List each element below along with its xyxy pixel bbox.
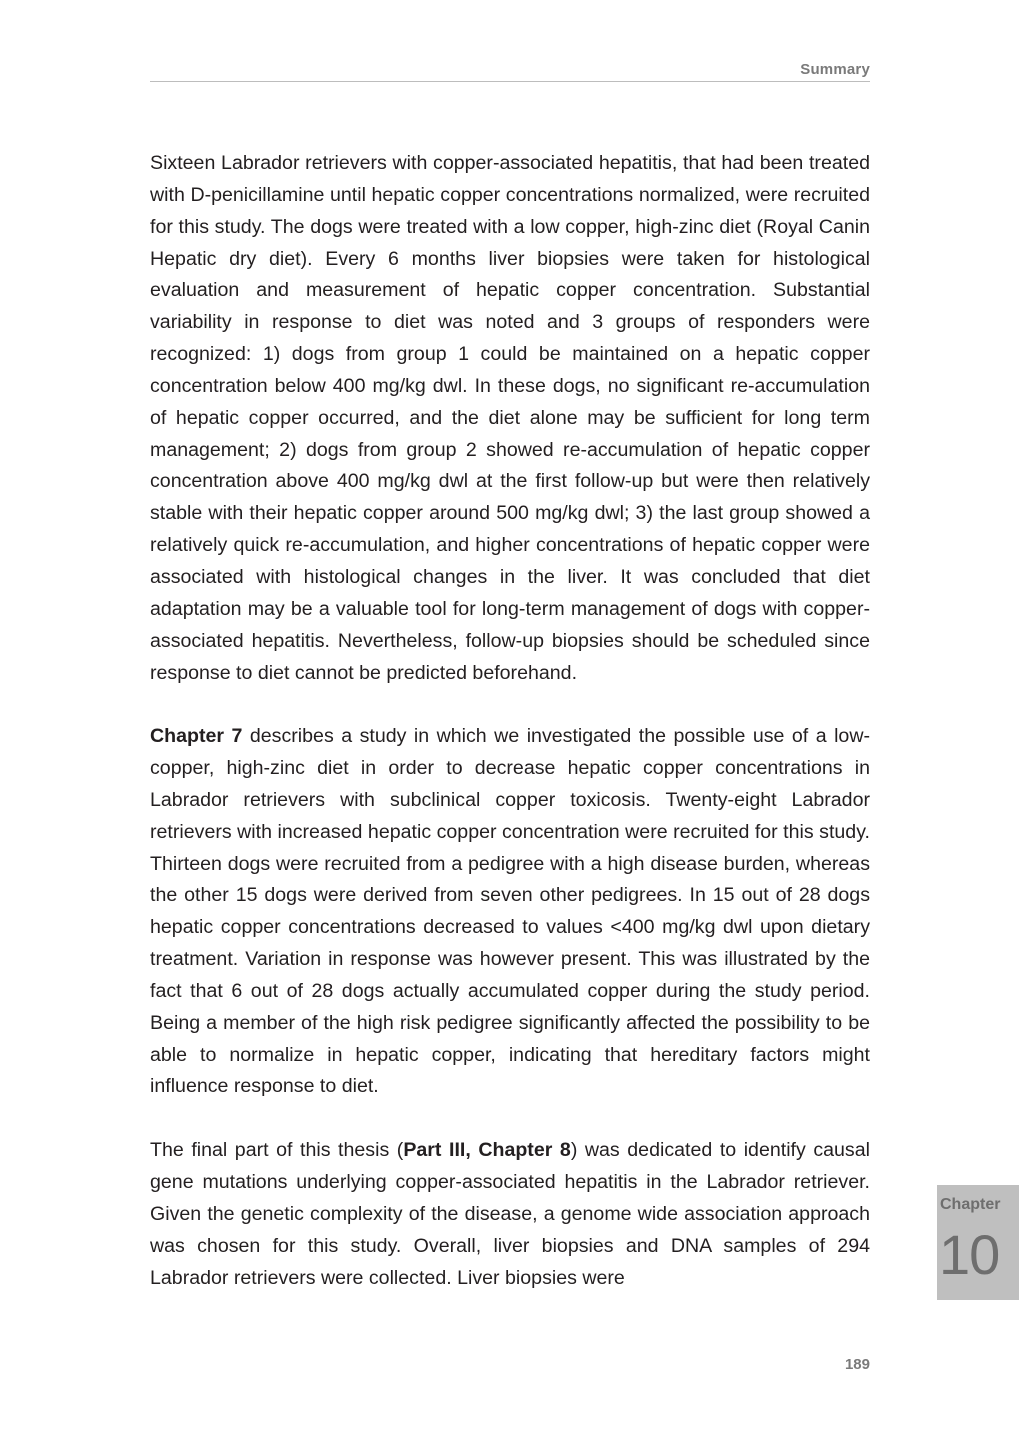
paragraph-1: Sixteen Labrador retrievers with copper-associated hepatitis, that had been treated with D-penicillamine until hepatic copper concentrations normalized, were recruited for this study. The dogs were treated with a low copper, high-zinc diet (Royal Canin Hepatic dry diet). Every 6 months liver biopsies were taken for histological evaluation and measurement of hepatic copper concentration. Substantial variability in response to diet was noted and 3 groups of responders were recognized: 1) dogs from group 1 could be maintained on a hepatic copper concentration below 400 mg/kg dwl. In these dogs, no significant re-accumulation of hepatic copper occurred, and the diet alone may be sufficient for long term management; 2) dogs from group 2 showed re-accumulation of hepatic copper concentration above 400 mg/kg dwl at the first follow-up but were then relatively stable with their hepatic copper around 500 mg/kg dwl; 3) the last group showed a relatively quick re-accumulation, and higher concentrations of hepatic copper were associated with histological changes in the liver. It was concluded that diet adaptation may be a valuable tool for long-term management of dogs with copper-associated hepatitis. Nevertheless, follow-up biopsies should be scheduled since response to diet cannot be predicted beforehand. [150,152,870,684]
chapter-tab-label: Chapter [940,1196,1001,1213]
paragraph-2 [150,721,870,1103]
chapter-tab-number: 10 [939,1223,1000,1286]
body-text [150,148,870,1326]
paragraph-3-intro: The final part of this thesis ( [150,1139,404,1162]
part-3-chapter-8-reference: Part III, Chapter 8 [403,1139,571,1162]
chapter-thumb-tab [937,1185,1019,1300]
page-number: 189 [844,1356,870,1373]
paragraph-2-text: describes a study in which we investigated the possible use of a low-copper, high-zinc diet in order to decrease hepatic copper concentrations in Labrador retrievers with subclinical copper toxicosis. Twenty-eight Labrador retrievers with increased hepatic copper concentration were recruited for this study. Thirteen dogs were recruited from a pedigree with a high disease burden, whereas the other 15 dogs were derived from seven other pedigrees. In 15 out of 28 dogs hepatic copper concentrations decreased to values <400 mg/kg dwl upon dietary treatment. Variation in response was however present. This was illustrated by the fact that 6 out of 28 dogs actually accumulated copper during the study period. Being a member of the high risk pedigree significantly affected the possibility to be able to normalize in hepatic copper, indicating that hereditary factors might influence response to diet. [150,725,870,1098]
paragraph-3-text: ) was dedicated to identify causal gene mutations underlying copper-associated hepatitis in the Labrador retriever. Given the genetic complexity of the disease, a genome wide association approach was chosen for this study. Overall, liver biopsies and DNA samples of 294 Labrador retrievers were collected. Liver biopsies were [150,1139,870,1289]
paragraph-3 [150,1135,870,1294]
running-header [150,60,870,82]
chapter-7-reference: Chapter 7 [150,725,243,748]
running-header-title: Summary [800,61,870,78]
